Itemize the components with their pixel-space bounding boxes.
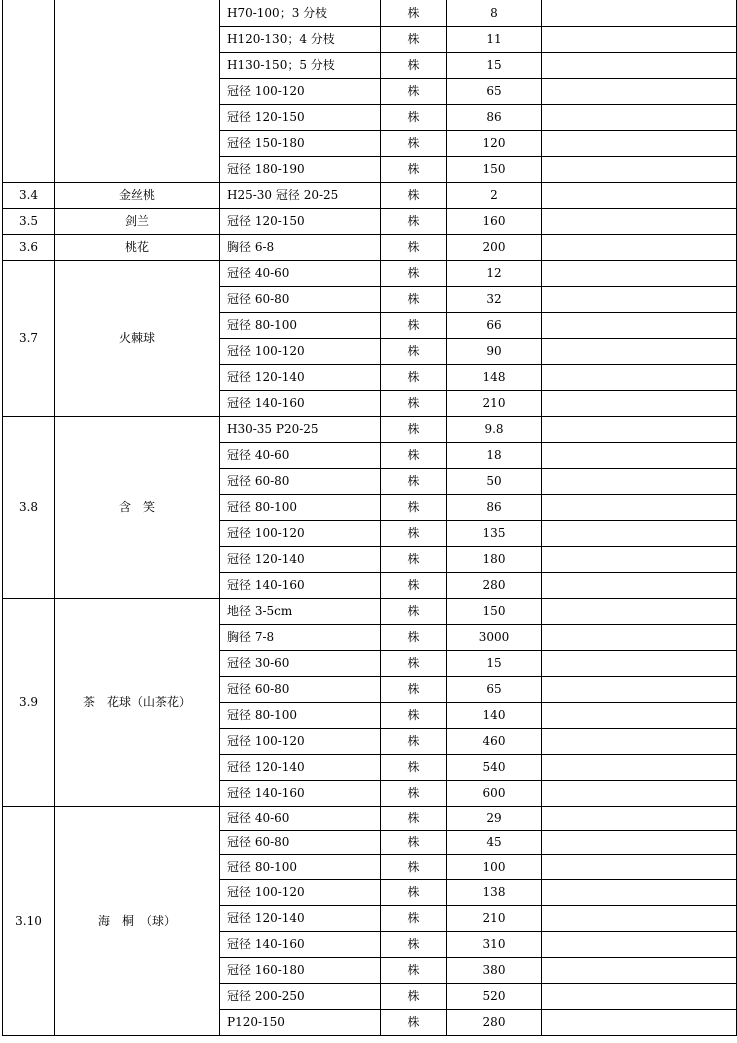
spec-cell: 冠径 120-150 xyxy=(220,104,381,130)
remarks-cell xyxy=(542,312,737,338)
remarks-cell xyxy=(542,104,737,130)
price-cell: 8 xyxy=(447,0,542,26)
price-cell: 160 xyxy=(447,208,542,234)
spec-cell: H130-150；5 分枝 xyxy=(220,52,381,78)
unit-cell: 株 xyxy=(381,78,447,104)
remarks-cell xyxy=(542,650,737,676)
unit-cell: 株 xyxy=(381,676,447,702)
plant-name-cell: 含 笑 xyxy=(55,416,220,598)
spec-cell: 冠径 60-80 xyxy=(220,286,381,312)
price-cell: 310 xyxy=(447,931,542,957)
unit-cell: 株 xyxy=(381,468,447,494)
spec-cell: P120-150 xyxy=(220,1009,381,1035)
spec-cell: 冠径 40-60 xyxy=(220,442,381,468)
remarks-cell xyxy=(542,983,737,1009)
plant-name-cell: 金丝桃 xyxy=(55,182,220,208)
price-cell: 135 xyxy=(447,520,542,546)
price-cell: 32 xyxy=(447,286,542,312)
price-cell: 65 xyxy=(447,676,542,702)
price-table xyxy=(2,0,737,1036)
remarks-cell xyxy=(542,702,737,728)
unit-cell: 株 xyxy=(381,879,447,905)
remarks-cell xyxy=(542,468,737,494)
remarks-cell xyxy=(542,830,737,854)
unit-cell: 株 xyxy=(381,312,447,338)
plant-name-cell: 茶 花球（山茶花） xyxy=(55,598,220,806)
price-cell: 15 xyxy=(447,650,542,676)
price-cell: 86 xyxy=(447,104,542,130)
spec-cell: 冠径 100-120 xyxy=(220,728,381,754)
spec-cell: 冠径 140-160 xyxy=(220,390,381,416)
remarks-cell xyxy=(542,416,737,442)
remarks-cell xyxy=(542,78,737,104)
remarks-cell xyxy=(542,494,737,520)
price-cell: 66 xyxy=(447,312,542,338)
spec-cell: 冠径 100-120 xyxy=(220,78,381,104)
unit-cell: 株 xyxy=(381,983,447,1009)
price-cell: 138 xyxy=(447,879,542,905)
item-number-cell xyxy=(3,0,55,182)
price-cell: 150 xyxy=(447,598,542,624)
price-cell: 210 xyxy=(447,390,542,416)
remarks-cell xyxy=(542,0,737,26)
price-cell: 2 xyxy=(447,182,542,208)
price-cell: 460 xyxy=(447,728,542,754)
price-cell: 12 xyxy=(447,260,542,286)
unit-cell: 株 xyxy=(381,931,447,957)
price-cell: 380 xyxy=(447,957,542,983)
spec-cell: 冠径 30-60 xyxy=(220,650,381,676)
unit-cell: 株 xyxy=(381,520,447,546)
remarks-cell xyxy=(542,854,737,879)
unit-cell: 株 xyxy=(381,598,447,624)
unit-cell: 株 xyxy=(381,182,447,208)
remarks-cell xyxy=(542,442,737,468)
spec-cell: 冠径 100-120 xyxy=(220,338,381,364)
unit-cell: 株 xyxy=(381,26,447,52)
price-cell: 210 xyxy=(447,905,542,931)
unit-cell: 株 xyxy=(381,728,447,754)
price-cell: 280 xyxy=(447,572,542,598)
remarks-cell xyxy=(542,572,737,598)
spec-cell: 冠径 40-60 xyxy=(220,806,381,830)
unit-cell: 株 xyxy=(381,650,447,676)
unit-cell: 株 xyxy=(381,702,447,728)
plant-name-cell: 剑兰 xyxy=(55,208,220,234)
item-number-cell: 3.8 xyxy=(3,416,55,598)
unit-cell: 株 xyxy=(381,780,447,806)
spec-cell: 冠径 120-140 xyxy=(220,364,381,390)
price-cell: 180 xyxy=(447,546,542,572)
remarks-cell xyxy=(542,234,737,260)
remarks-cell xyxy=(542,338,737,364)
spec-cell: 冠径 140-160 xyxy=(220,572,381,598)
price-cell: 140 xyxy=(447,702,542,728)
spec-cell: 冠径 60-80 xyxy=(220,468,381,494)
item-number-cell: 3.7 xyxy=(3,260,55,416)
remarks-cell xyxy=(542,156,737,182)
remarks-cell xyxy=(542,624,737,650)
remarks-cell xyxy=(542,1009,737,1035)
item-number-cell: 3.9 xyxy=(3,598,55,806)
price-cell: 600 xyxy=(447,780,542,806)
remarks-cell xyxy=(542,286,737,312)
spec-cell: 冠径 160-180 xyxy=(220,957,381,983)
spec-cell: 冠径 120-140 xyxy=(220,546,381,572)
price-cell: 29 xyxy=(447,806,542,830)
remarks-cell xyxy=(542,52,737,78)
spec-cell: H120-130；4 分枝 xyxy=(220,26,381,52)
unit-cell: 株 xyxy=(381,156,447,182)
item-number-cell: 3.6 xyxy=(3,234,55,260)
unit-cell: 株 xyxy=(381,1009,447,1035)
table-row xyxy=(3,260,737,286)
unit-cell: 株 xyxy=(381,364,447,390)
remarks-cell xyxy=(542,879,737,905)
spec-cell: 冠径 80-100 xyxy=(220,312,381,338)
price-cell: 18 xyxy=(447,442,542,468)
remarks-cell xyxy=(542,390,737,416)
price-cell: 3000 xyxy=(447,624,542,650)
unit-cell: 株 xyxy=(381,572,447,598)
unit-cell: 株 xyxy=(381,104,447,130)
price-cell: 11 xyxy=(447,26,542,52)
table-row xyxy=(3,0,737,26)
spec-cell: 冠径 140-160 xyxy=(220,780,381,806)
remarks-cell xyxy=(542,598,737,624)
remarks-cell xyxy=(542,957,737,983)
spec-cell: 冠径 80-100 xyxy=(220,494,381,520)
spec-cell: 冠径 60-80 xyxy=(220,830,381,854)
spec-cell: 胸径 6-8 xyxy=(220,234,381,260)
unit-cell: 株 xyxy=(381,854,447,879)
remarks-cell xyxy=(542,26,737,52)
spec-cell: 冠径 180-190 xyxy=(220,156,381,182)
unit-cell: 株 xyxy=(381,830,447,854)
spec-cell: 冠径 120-140 xyxy=(220,754,381,780)
spec-cell: 冠径 100-120 xyxy=(220,879,381,905)
unit-cell: 株 xyxy=(381,130,447,156)
unit-cell: 株 xyxy=(381,260,447,286)
spec-cell: 冠径 140-160 xyxy=(220,931,381,957)
spec-cell: 地径 3-5cm xyxy=(220,598,381,624)
unit-cell: 株 xyxy=(381,208,447,234)
remarks-cell xyxy=(542,546,737,572)
plant-name-cell: 火棘球 xyxy=(55,260,220,416)
price-cell: 520 xyxy=(447,983,542,1009)
spec-cell: H30-35 P20-25 xyxy=(220,416,381,442)
table-row xyxy=(3,598,737,624)
price-cell: 45 xyxy=(447,830,542,854)
price-cell: 9.8 xyxy=(447,416,542,442)
spec-cell: 冠径 80-100 xyxy=(220,854,381,879)
unit-cell: 株 xyxy=(381,957,447,983)
table-body xyxy=(3,0,737,1035)
price-cell: 50 xyxy=(447,468,542,494)
price-cell: 120 xyxy=(447,130,542,156)
unit-cell: 株 xyxy=(381,905,447,931)
spec-cell: H70-100；3 分枝 xyxy=(220,0,381,26)
remarks-cell xyxy=(542,260,737,286)
price-cell: 65 xyxy=(447,78,542,104)
remarks-cell xyxy=(542,780,737,806)
unit-cell: 株 xyxy=(381,754,447,780)
plant-name-cell xyxy=(55,0,220,182)
table-row xyxy=(3,182,737,208)
remarks-cell xyxy=(542,931,737,957)
spec-cell: 冠径 40-60 xyxy=(220,260,381,286)
price-cell: 86 xyxy=(447,494,542,520)
unit-cell: 株 xyxy=(381,442,447,468)
remarks-cell xyxy=(542,905,737,931)
remarks-cell xyxy=(542,364,737,390)
remarks-cell xyxy=(542,130,737,156)
table-row xyxy=(3,234,737,260)
table-row xyxy=(3,208,737,234)
unit-cell: 株 xyxy=(381,494,447,520)
item-number-cell: 3.10 xyxy=(3,806,55,1035)
price-cell: 100 xyxy=(447,854,542,879)
price-cell: 90 xyxy=(447,338,542,364)
remarks-cell xyxy=(542,182,737,208)
spec-cell: 冠径 120-140 xyxy=(220,905,381,931)
item-number-cell: 3.4 xyxy=(3,182,55,208)
remarks-cell xyxy=(542,208,737,234)
price-cell: 540 xyxy=(447,754,542,780)
price-cell: 15 xyxy=(447,52,542,78)
price-cell: 200 xyxy=(447,234,542,260)
spec-cell: 冠径 60-80 xyxy=(220,676,381,702)
spec-cell: 冠径 120-150 xyxy=(220,208,381,234)
spec-cell: 冠径 150-180 xyxy=(220,130,381,156)
unit-cell: 株 xyxy=(381,416,447,442)
unit-cell: 株 xyxy=(381,806,447,830)
spec-cell: 冠径 200-250 xyxy=(220,983,381,1009)
unit-cell: 株 xyxy=(381,546,447,572)
plant-name-cell: 桃花 xyxy=(55,234,220,260)
price-cell: 150 xyxy=(447,156,542,182)
remarks-cell xyxy=(542,806,737,830)
remarks-cell xyxy=(542,676,737,702)
spec-cell: 冠径 100-120 xyxy=(220,520,381,546)
table-row xyxy=(3,416,737,442)
remarks-cell xyxy=(542,520,737,546)
unit-cell: 株 xyxy=(381,390,447,416)
spec-cell: 胸径 7-8 xyxy=(220,624,381,650)
price-cell: 280 xyxy=(447,1009,542,1035)
item-number-cell: 3.5 xyxy=(3,208,55,234)
spec-cell: H25-30 冠径 20-25 xyxy=(220,182,381,208)
unit-cell: 株 xyxy=(381,0,447,26)
unit-cell: 株 xyxy=(381,234,447,260)
unit-cell: 株 xyxy=(381,338,447,364)
unit-cell: 株 xyxy=(381,286,447,312)
table-row xyxy=(3,806,737,830)
remarks-cell xyxy=(542,728,737,754)
unit-cell: 株 xyxy=(381,52,447,78)
plant-name-cell: 海 桐 （球） xyxy=(55,806,220,1035)
remarks-cell xyxy=(542,754,737,780)
spec-cell: 冠径 80-100 xyxy=(220,702,381,728)
price-cell: 148 xyxy=(447,364,542,390)
unit-cell: 株 xyxy=(381,624,447,650)
